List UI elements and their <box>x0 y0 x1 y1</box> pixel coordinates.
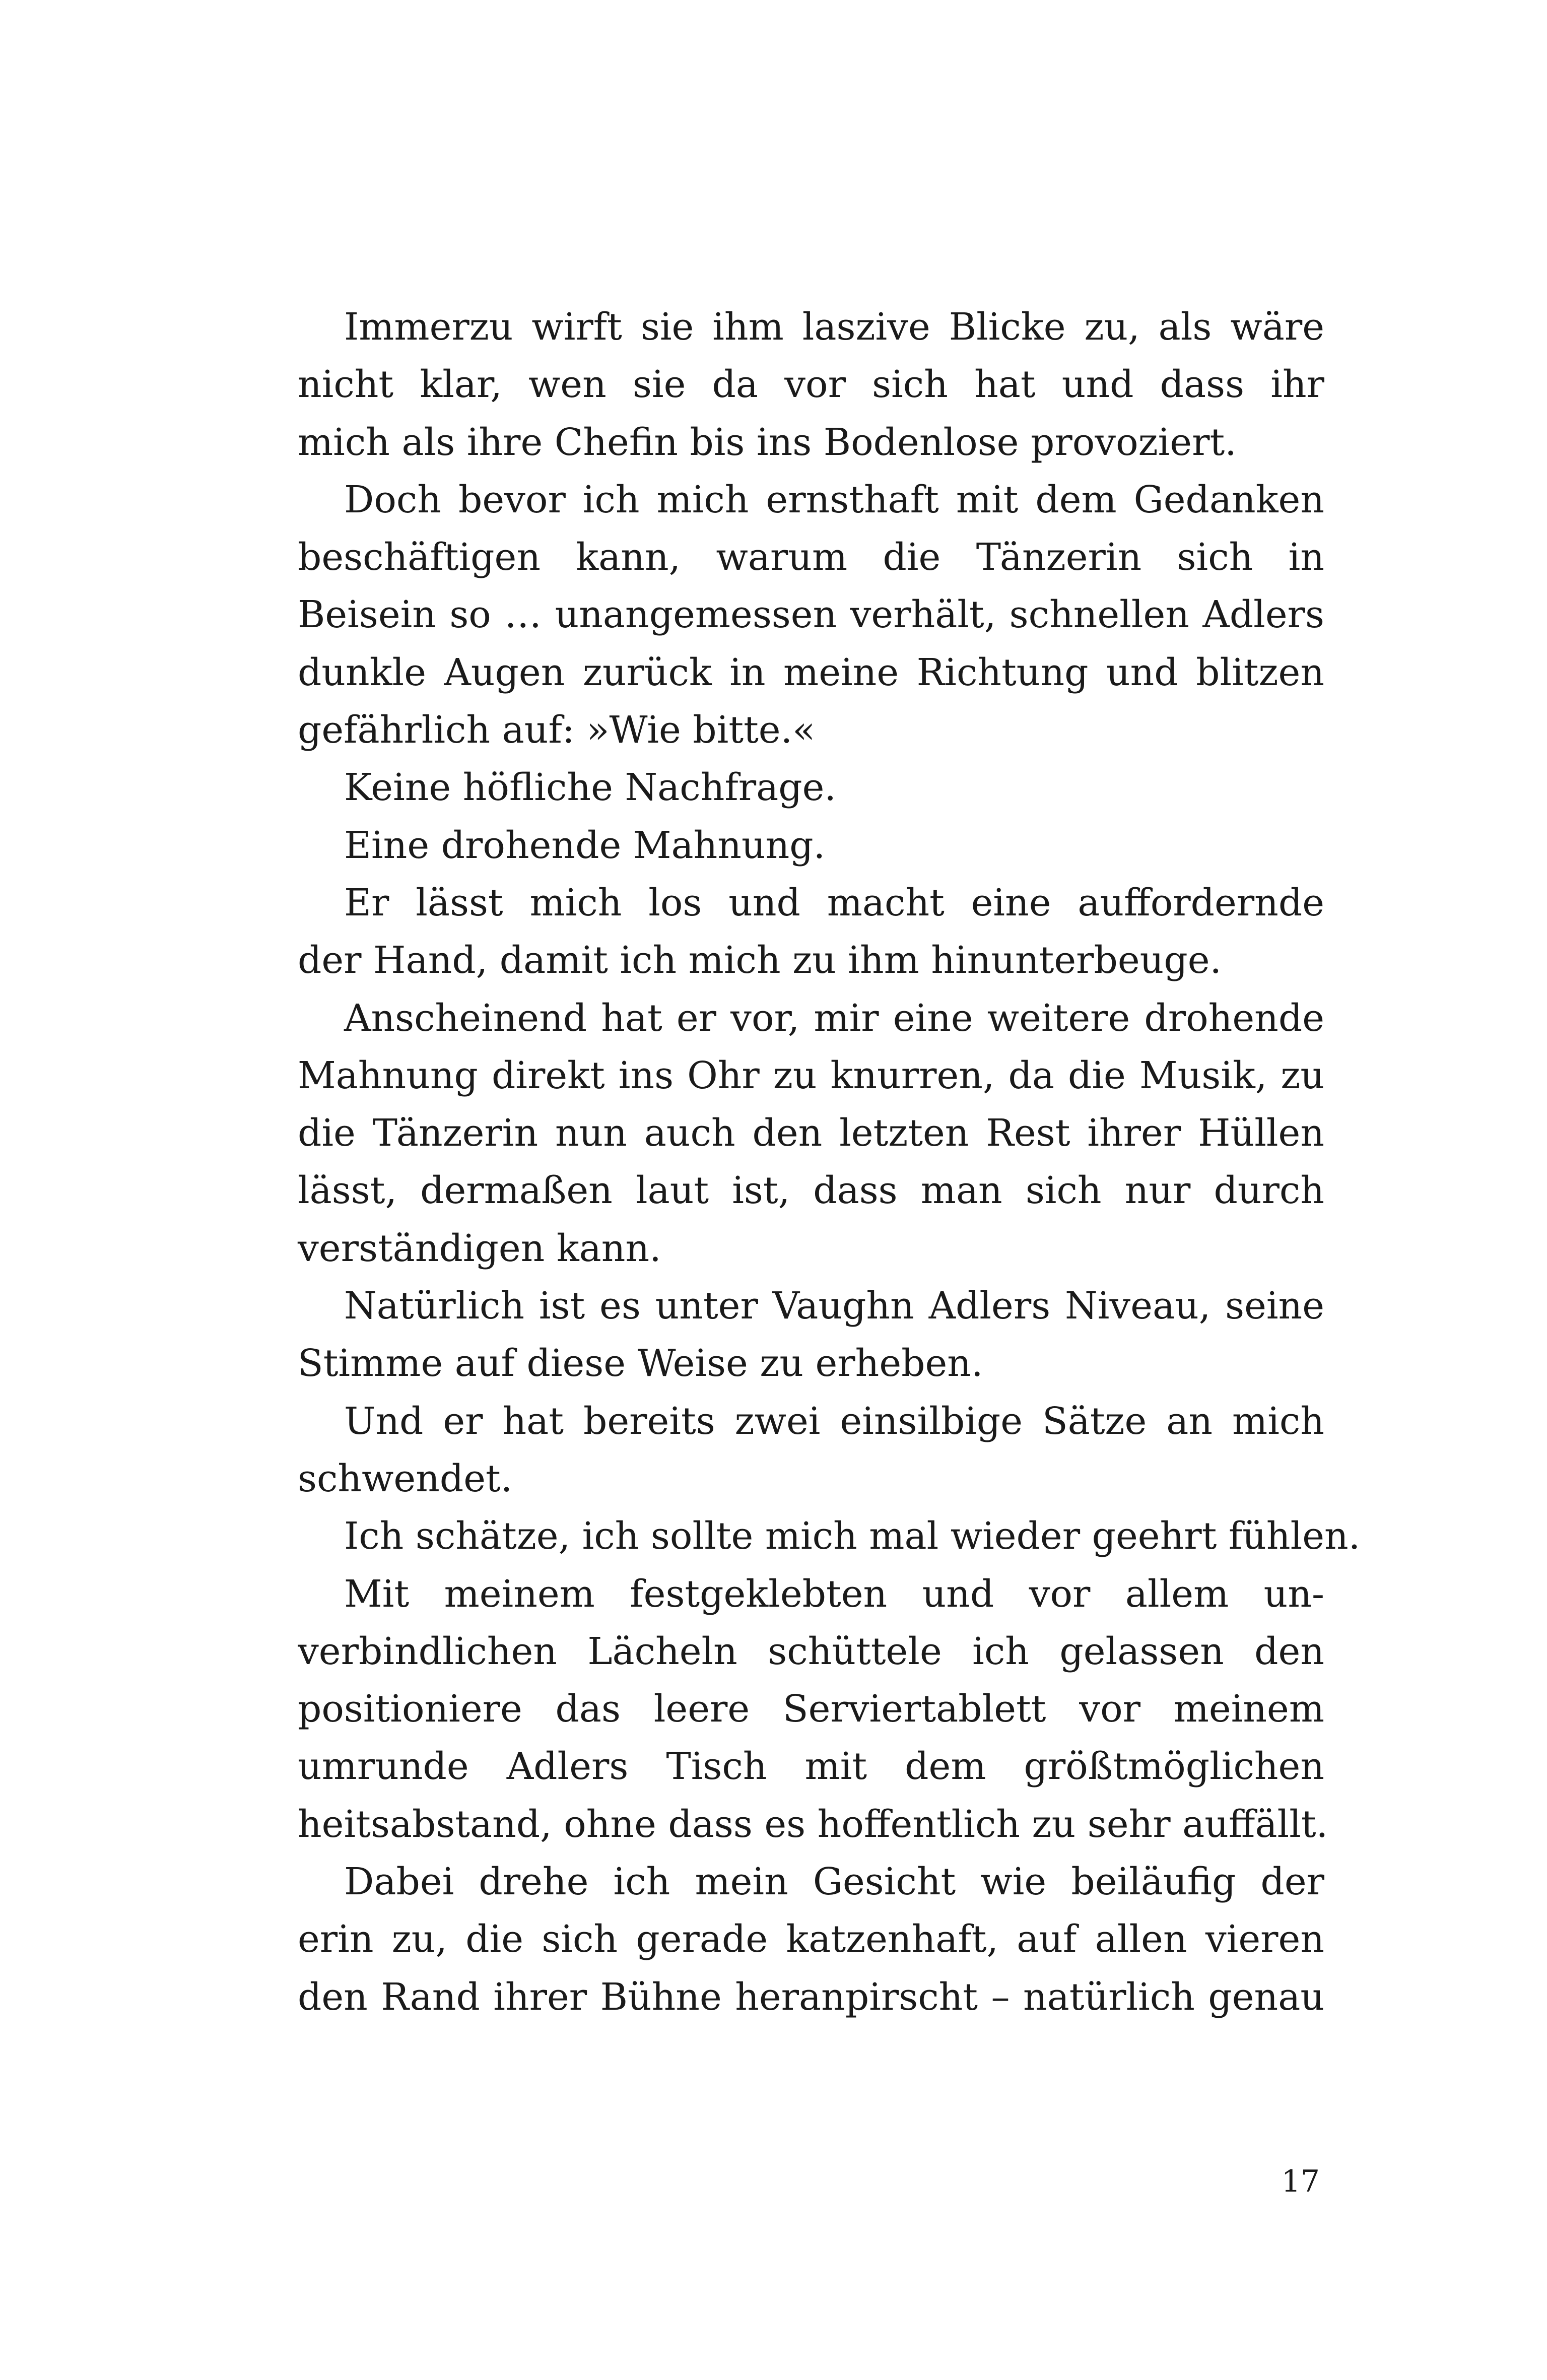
text-line: heitsabstand, ohne dass es hoffentlich zu sehr auffällt. <box>298 1802 1328 1846</box>
body-text <box>298 298 1361 2026</box>
text-line: Dabei drehe ich mein Gesicht wie beiläufig der <box>344 1860 1324 1904</box>
text-line: Stimme auf diese Weise zu erheben. <box>298 1342 983 1385</box>
text-line: mich als ihre Chefin bis ins Bodenlose provoziert. <box>298 420 1237 464</box>
text-line: Eine drohende Mahnung. <box>344 823 826 867</box>
text-line: lässt, dermaßen laut ist, dass man sich nur durch <box>298 1169 1324 1213</box>
text-line: gefährlich auf: »Wie bitte.« <box>298 708 816 752</box>
text-line: Natürlich ist es unter Vaughn Adlers Niveau, seine <box>344 1284 1324 1328</box>
text-line: den Rand ihrer Bühne heranpirscht – natürlich genau <box>298 1975 1324 2019</box>
text-line: umrunde Adlers Tisch mit dem größtmöglichen <box>298 1745 1324 1789</box>
text-line: Und er hat bereits zwei einsilbige Sätze an mich <box>344 1399 1324 1443</box>
text-line: verständigen kann. <box>298 1226 661 1270</box>
text-line: Immerzu wirft sie ihm laszive Blicke zu, als wäre <box>344 305 1324 349</box>
text-line: verbindlichen Lächeln schüttele ich gelassen den <box>298 1629 1324 1673</box>
text-line: positioniere das leere Serviertablett vor meinem <box>298 1687 1324 1731</box>
text-line: Ich schätze, ich sollte mich mal wieder geehrt fühlen. <box>344 1514 1361 1558</box>
text-line: die Tänzerin nun auch den letzten Rest ihrer Hüllen <box>298 1111 1324 1155</box>
text-line: Beisein so … unangemessen verhält, schnellen Adlers <box>298 593 1324 637</box>
text-line: erin zu, die sich gerade katzenhaft, auf allen vieren <box>298 1918 1324 1961</box>
text-line: schwendet. <box>298 1457 513 1500</box>
text-line: Er lässt mich los und macht eine auffordernde <box>344 881 1324 924</box>
text-line: beschäftigen kann, warum die Tänzerin sich in <box>298 536 1324 579</box>
text-line: nicht klar, wen sie da vor sich hat und dass ihr <box>298 363 1324 407</box>
text-line: Mahnung direkt ins Ohr zu knurren, da die Musik, zu <box>298 1053 1324 1097</box>
text-line: der Hand, damit ich mich zu ihm hinunterbeuge. <box>298 939 1222 982</box>
text-line: Mit meinem festgeklebten und vor allem un- <box>344 1572 1324 1616</box>
page-number: 17 <box>1281 2164 1320 2199</box>
text-line: Keine höfliche Nachfrage. <box>344 766 836 810</box>
text-line: Doch bevor ich mich ernsthaft mit dem Gedanken <box>344 478 1324 521</box>
text-line: Anscheinend hat er vor, mir eine weitere drohende <box>344 996 1324 1040</box>
text-line: dunkle Augen zurück in meine Richtung und blitzen <box>298 650 1324 694</box>
